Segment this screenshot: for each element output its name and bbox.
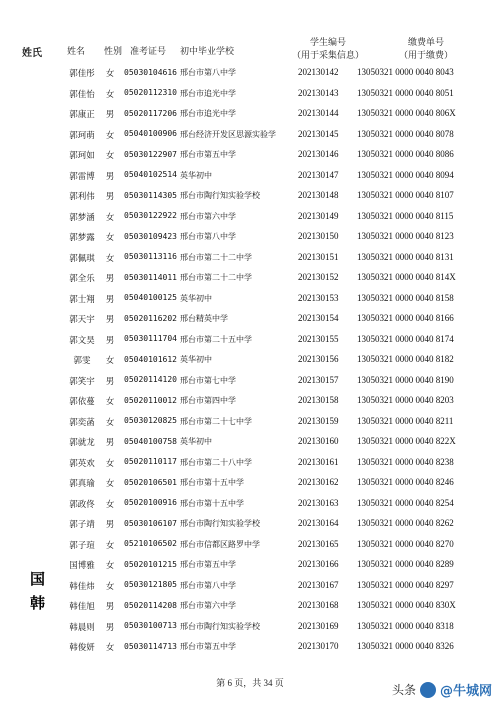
payment-number: 13050321 0000 0040 8262 [357,518,454,528]
student-gender: 男 [105,335,115,346]
school-name: 邢台市第八中学 [180,580,236,590]
student-gender: 男 [105,622,115,633]
table-row [0,536,500,557]
student-name: 韩俊妍 [69,643,95,653]
student-name: 郭天宇 [69,315,95,325]
table-row [0,208,500,229]
header-name: 姓名 [67,47,86,57]
payment-number: 13050321 0000 0040 830X [357,600,456,610]
student-name: 郭康正 [69,110,95,120]
student-gender: 男 [105,602,115,612]
payment-number: 13050321 0000 0040 8158 [357,292,454,303]
table-row [0,85,500,106]
exam-number: 05030109423 [124,231,177,241]
table-row [0,167,500,188]
school-name: 邢台市陶行知实验学校 [180,519,260,528]
student-number: 202130148 [298,190,339,200]
student-number: 202130153 [298,292,339,303]
student-name: 郭就龙 [69,438,95,448]
payment-number: 13050321 0000 0040 8270 [357,538,454,549]
student-name: 郭笑宇 [69,376,95,387]
school-name: 邢台市追光中学 [180,88,236,98]
school-name: 邢台市第二十五中学 [180,334,252,344]
table-row [0,638,500,659]
student-name: 郭利伟 [69,192,95,202]
student-gender: 女 [105,479,115,489]
student-number: 202130151 [298,251,339,262]
student-number: 202130157 [298,374,339,385]
student-name: 郭梦露 [69,233,95,243]
student-name: 郭佳彤 [69,69,95,79]
student-gender: 女 [105,540,115,551]
student-number: 202130167 [298,579,339,590]
student-number: 202130164 [298,518,339,528]
student-name: 郭珂萌 [69,130,95,141]
source-watermark [392,680,492,699]
student-name: 郭雷博 [69,171,95,182]
header-surname: 姓氏 [22,48,42,59]
student-number: 202130149 [298,210,339,221]
payment-number: 13050321 0000 0040 806X [357,108,456,118]
student-number: 202130145 [298,128,339,139]
school-name: 邢台市第四中学 [180,396,236,405]
table-row [0,597,500,618]
school-name: 邢台市第八中学 [180,68,236,77]
table-row [0,495,500,516]
school-name: 邢台市陶行知实验学校 [180,621,260,631]
student-name: 郭士翔 [69,294,95,305]
payment-number: 13050321 0000 0040 8326 [357,641,454,651]
payment-number: 13050321 0000 0040 8166 [357,313,454,323]
header-gender: 性别 [104,47,123,57]
student-name: 郭依蔓 [69,397,95,407]
student-number: 202130147 [298,169,339,180]
watermark-prefix: 头条 [391,683,416,697]
school-name: 邢台市第七中学 [180,375,236,385]
student-gender: 男 [105,274,115,284]
student-name: 郭文昊 [69,335,95,346]
student-name: 郭佳怡 [69,89,95,100]
table-row [0,126,500,147]
table-row [0,372,500,393]
payment-number: 13050321 0000 0040 8246 [357,477,454,487]
exam-number: 05030122907 [124,149,177,159]
student-name: 郭珂如 [69,151,95,161]
payment-number: 13050321 0000 0040 8318 [357,620,454,631]
payment-number: 13050321 0000 0040 8203 [357,395,454,405]
payment-number: 13050321 0000 0040 822X [357,436,456,446]
school-name: 邢台市陶行知实验学校 [180,191,260,200]
student-gender: 女 [105,130,115,141]
school-name: 邢台市第二十八中学 [180,457,252,467]
student-gender: 男 [105,192,115,202]
exam-number: 05040100906 [124,129,177,138]
student-gender: 女 [105,499,115,510]
school-name: 英华初中 [180,170,212,180]
table-row [0,310,500,331]
student-table-body [0,64,500,659]
student-number: 202130154 [298,313,339,323]
student-name: 郭真瑜 [69,479,95,489]
payment-number: 13050321 0000 0040 814X [357,272,456,282]
table-row [0,146,500,167]
student-gender: 男 [105,438,115,448]
student-gender: 女 [105,561,115,571]
student-number: 202130162 [298,477,339,487]
student-gender: 女 [105,151,115,161]
student-gender: 女 [105,458,115,469]
exam-number: 05030100713 [124,621,177,630]
payment-number: 13050321 0000 0040 8174 [357,333,454,344]
student-name: 郭梦涵 [69,212,95,223]
header-payment-number-label: 缴费单号 [407,38,444,48]
payment-number: 13050321 0000 0040 8254 [357,497,454,508]
student-number: 202130142 [298,67,339,77]
student-number: 202130158 [298,395,339,405]
payment-number: 13050321 0000 0040 8086 [357,149,454,159]
school-name: 邢台市信都区路罗中学 [180,539,260,549]
table-row [0,454,500,475]
table-row [0,556,500,577]
student-name: 韩佳炜 [69,581,95,592]
student-number: 202130166 [298,559,339,569]
exam-number: 05020112310 [124,88,177,97]
student-gender: 女 [105,89,115,100]
student-name: 韩晨则 [69,622,95,633]
student-name: 国博雅 [69,561,95,571]
student-gender: 女 [105,69,115,79]
exam-number: 05020114120 [124,375,177,384]
school-name: 邢台市第二十二中学 [180,252,252,262]
school-name: 邢台精英中学 [180,314,228,323]
header-exam-number: 准考证号 [130,47,167,57]
table-row [0,187,500,208]
payment-number: 13050321 0000 0040 8190 [357,374,454,385]
school-name: 英华初中 [180,293,212,303]
school-name: 邢台市第五中学 [180,560,236,569]
student-number: 202130165 [298,538,339,549]
exam-number: 05030111704 [124,334,177,343]
watermark-site: @牛城网 [439,684,492,699]
student-number: 202130169 [298,620,339,631]
header-payment-number [380,37,472,63]
school-name: 英华初中 [180,437,212,446]
school-name: 邢台市第五中学 [180,642,236,651]
student-gender: 女 [105,253,115,264]
student-number: 202130156 [298,354,339,364]
table-row [0,269,500,290]
school-name: 英华初中 [180,355,212,364]
table-row [0,433,500,454]
watermark-logo-icon [420,682,436,698]
table-row [0,249,500,270]
student-number: 202130160 [298,436,339,446]
school-name: 邢台市第八中学 [180,232,236,241]
student-number: 202130144 [298,108,339,118]
student-name: 郭奕菡 [69,417,95,428]
student-gender: 男 [105,110,115,120]
student-gender: 男 [105,376,115,387]
table-row [0,228,500,249]
exam-number: 05020101215 [124,559,177,569]
table-row [0,331,500,352]
payment-number: 13050321 0000 0040 8107 [357,190,454,200]
table-row [0,392,500,413]
header-student-number [283,37,373,63]
student-name: 郭政佟 [69,499,95,510]
student-gender: 女 [105,643,115,653]
student-name: 郭子靖 [69,520,95,530]
student-gender: 男 [105,520,115,530]
table-row [0,105,500,126]
school-name: 邢台市第六中学 [180,211,236,221]
payment-number: 13050321 0000 0040 8131 [357,251,454,262]
table-row [0,577,500,598]
exam-number: 05020110117 [124,457,177,466]
student-number: 202130146 [298,149,339,159]
payment-number: 13050321 0000 0040 8238 [357,456,454,467]
table-row [0,474,500,495]
payment-number: 13050321 0000 0040 8078 [357,128,454,139]
exam-number: 05210106502 [124,539,177,548]
student-name: 郭雯 [73,356,91,366]
student-gender: 女 [105,356,115,366]
payment-number: 13050321 0000 0040 8094 [357,169,454,180]
table-row [0,618,500,639]
student-number: 202130143 [298,87,339,98]
student-number: 202130152 [298,272,339,282]
student-gender: 女 [105,212,115,223]
payment-number: 13050321 0000 0040 8051 [357,87,454,98]
school-name: 邢台市第十五中学 [180,478,244,487]
student-number: 202130150 [298,231,339,241]
surname-group-label-guo: 国 [30,570,46,588]
table-row [0,351,500,372]
payment-number: 13050321 0000 0040 8182 [357,354,454,364]
school-name: 邢台市追光中学 [180,109,236,118]
student-number: 202130159 [298,415,339,426]
exam-number: 05040101612 [124,354,177,364]
school-name: 邢台市第二十二中学 [180,273,252,282]
table-row [0,290,500,311]
student-number: 202130161 [298,456,339,467]
exam-number: 05020117206 [124,108,177,118]
payment-number: 13050321 0000 0040 8289 [357,559,454,569]
exam-number: 05030104616 [124,67,177,77]
student-gender: 男 [105,171,115,182]
student-number: 202130170 [298,641,339,651]
school-name: 邢台市第六中学 [180,601,236,610]
student-gender: 女 [105,397,115,407]
table-row [0,413,500,434]
student-gender: 男 [105,294,115,305]
student-gender: 女 [105,233,115,243]
exam-number: 05020114208 [124,600,177,610]
surname-group-label-han: 韩 [30,594,46,612]
payment-number: 13050321 0000 0040 8297 [357,579,454,590]
student-gender: 女 [105,417,115,428]
exam-number: 05020100916 [124,498,177,507]
payment-number: 13050321 0000 0040 8115 [357,210,454,221]
exam-number: 05030106107 [124,518,177,528]
student-gender: 男 [105,315,115,325]
header-student-number-note: （用于采集信息） [291,51,364,61]
exam-number: 05020110012 [124,395,177,405]
exam-number: 05030121805 [124,580,177,589]
student-name: 郭佩琪 [69,253,95,264]
school-name: 邢台市第十五中学 [180,498,244,508]
student-name: 郭全乐 [69,274,95,284]
header-school: 初中毕业学校 [180,47,235,57]
exam-number: 05030114305 [124,190,177,200]
student-name: 郭子瑄 [69,540,95,551]
exam-number: 05030113116 [124,252,177,261]
exam-number: 05040100125 [124,293,177,302]
student-number: 202130168 [298,600,339,610]
exam-number: 05030122922 [124,211,177,220]
school-name: 邢台经济开发区思源实验学 [180,129,276,139]
student-name: 韩佳旭 [69,602,95,612]
table-header [0,0,500,60]
payment-number: 13050321 0000 0040 8123 [357,231,454,241]
header-student-number-label: 学生编号 [309,38,346,48]
page-footer: 第 6 页，共 34 页 [216,678,284,688]
exam-number: 05030120825 [124,416,177,425]
student-number: 202130155 [298,333,339,344]
table-row [0,515,500,536]
exam-number: 05030114011 [124,272,177,282]
exam-number: 05020116202 [124,313,177,323]
student-gender: 女 [105,581,115,592]
payment-number: 13050321 0000 0040 8211 [357,415,454,426]
exam-number: 05040102514 [124,170,177,179]
payment-number: 13050321 0000 0040 8043 [357,67,454,77]
school-name: 邢台市第二十七中学 [180,416,252,426]
student-number: 202130163 [298,497,339,508]
exam-number: 05040100758 [124,436,177,446]
exam-number: 05020106501 [124,477,177,487]
student-name: 郭英欢 [69,458,95,469]
table-row [0,64,500,85]
header-payment-number-note: （用于缴费） [398,51,453,61]
school-name: 邢台市第五中学 [180,150,236,159]
exam-number: 05030114713 [124,641,177,651]
